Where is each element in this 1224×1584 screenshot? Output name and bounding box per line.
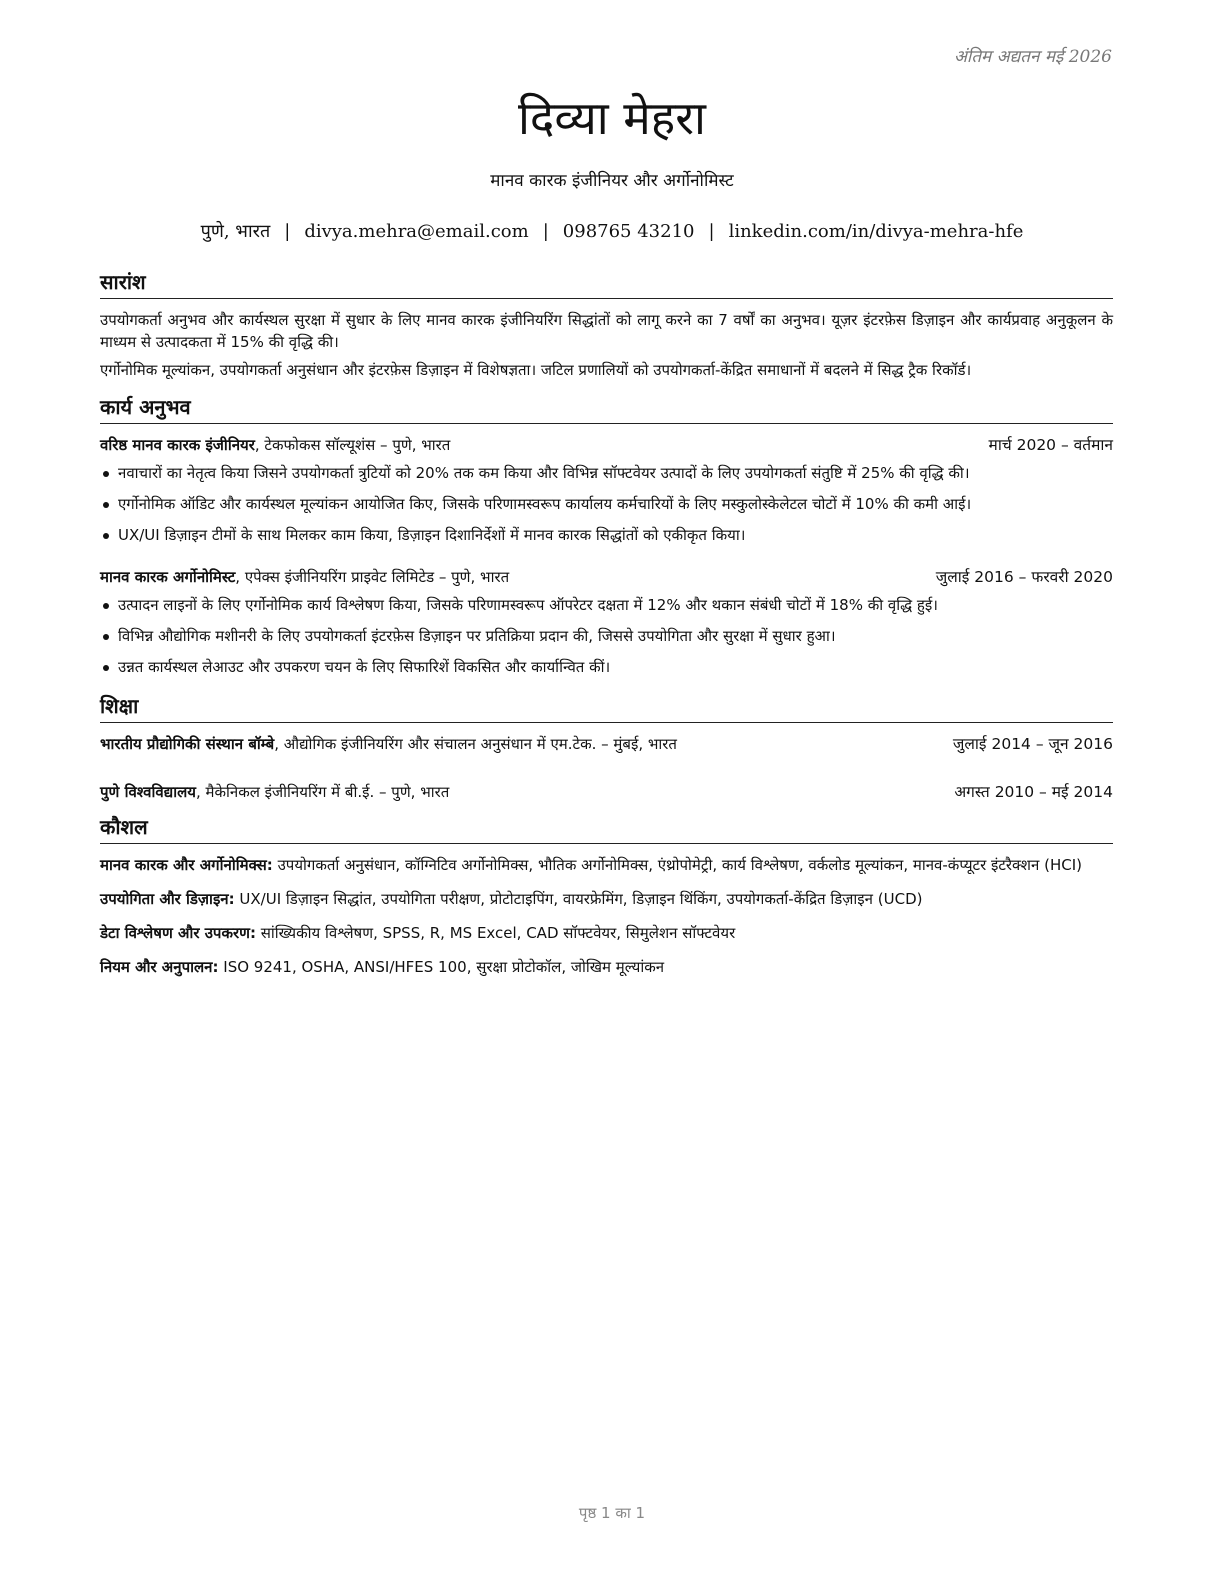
contact-email[interactable]: divya.mehra@email.com: [304, 221, 529, 242]
candidate-name: दिव्या मेहरा: [518, 91, 706, 145]
skill-line: [100, 888, 1113, 910]
experience-section: [100, 393, 1113, 678]
job-role: मानव कारक अर्गोनोमिस्ट: [100, 568, 236, 586]
contact-phone: 098765 43210: [562, 221, 695, 242]
skill-value: उपयोगकर्ता अनुसंधान, कॉग्निटिव अर्गोनोमिक्स, भौतिक अर्गोनोमिक्स, एंथ्रोपोमेट्री, कार्य विश्लेषण, वर्कलोड मूल्यांकन, मानव-कंप्यूटर इंटरैक्शन (HCI): [272, 856, 1082, 874]
separator: |: [708, 221, 715, 242]
job-dates: जुलाई 2016 – फरवरी 2020: [935, 568, 1113, 586]
job-title-line: [100, 566, 509, 588]
contact-location: पुणे, भारत: [200, 221, 271, 242]
job-title-line: [100, 434, 450, 456]
job-org: , एपेक्स इंजीनियरिंग प्राइवेट लिमिटेड – पुणे, भारत: [235, 568, 510, 586]
education-school: पुणे विश्वविद्यालय: [100, 783, 196, 801]
resume-body: [100, 268, 1113, 990]
skill-line: [100, 854, 1113, 876]
job-bullet: उत्पादन लाइनों के लिए एर्गोनोमिक कार्य विश्लेषण किया, जिसके परिणामस्वरूप ऑपरेटर दक्षता में 12% और थकान संबंधी चोटों में 18% की वृद्धि हुई।: [100, 594, 1113, 616]
job-role: वरिष्ठ मानव कारक इंजीनियर: [100, 436, 255, 454]
skills-section: [100, 813, 1113, 978]
section-title-skills: कौशल: [100, 813, 1113, 844]
job-bullets: [100, 462, 1113, 546]
job-header: [100, 434, 1113, 456]
education-line: [100, 733, 677, 755]
page-number: पृष्ठ 1 का 1: [578, 1504, 646, 1522]
education-school: भारतीय प्रौद्योगिकी संस्थान बॉम्बे: [100, 735, 275, 753]
education-line: [100, 781, 449, 803]
education-dates: जुलाई 2014 – जून 2016: [952, 735, 1113, 753]
education-entry: [100, 733, 1113, 755]
skill-line: [100, 956, 1113, 978]
job-header: [100, 566, 1113, 588]
skill-label: डेटा विश्लेषण और उपकरण:: [100, 924, 256, 942]
section-title-experience: कार्य अनुभव: [100, 393, 1113, 424]
job-dates: मार्च 2020 – वर्तमान: [988, 436, 1113, 454]
skill-label: मानव कारक और अर्गोनोमिक्स:: [100, 856, 273, 874]
summary-paragraph: उपयोगकर्ता अनुभव और कार्यस्थल सुरक्षा में सुधार के लिए मानव कारक इंजीनियरिंग सिद्धांतों को लागू करने का 7 वर्षों का अनुभव। यूज़र इंटरफ़ेस डिज़ाइन और कार्यप्रवाह अनुकूलन के माध्यम से उत्पादकता में 15% की वृद्धि की।: [100, 311, 1113, 351]
skill-value: सांख्यिकीय विश्लेषण, SPSS, R, MS Excel, CAD सॉफ्टवेयर, सिमुलेशन सॉफ्टवेयर: [255, 924, 736, 942]
section-title-education: शिक्षा: [100, 692, 1113, 723]
education-detail: , मैकेनिकल इंजीनियरिंग में बी.ई. – पुणे, भारत: [195, 783, 450, 801]
job-bullet: UX/UI डिज़ाइन टीमों के साथ मिलकर काम किया, डिज़ाइन दिशानिर्देशों में मानव कारक सिद्धांतों को एकीकृत किया।: [100, 524, 1113, 546]
skill-label: उपयोगिता और डिज़ाइन:: [100, 890, 235, 908]
job-bullet: नवाचारों का नेतृत्व किया जिसने उपयोगकर्ता त्रुटियों को 20% तक कम किया और विभिन्न सॉफ्टवेयर उत्पादों के लिए उपयोगकर्ता संतुष्टि में 25% की वृद्धि की।: [100, 462, 1113, 484]
job-bullet: एर्गोनोमिक ऑडिट और कार्यस्थल मूल्यांकन आयोजित किए, जिसके परिणामस्वरूप कार्यालय कर्मचारियों के लिए मस्कुलोस्केलेटल चोटों में 10% की कमी आई।: [100, 493, 1113, 515]
summary-paragraph: एर्गोनोमिक मूल्यांकन, उपयोगकर्ता अनुसंधान और इंटरफ़ेस डिज़ाइन में विशेषज्ञता। जटिल प्रणालियों को उपयोगकर्ता-केंद्रित समाधानों में बदलने में सिद्ध ट्रैक रिकॉर्ड।: [100, 361, 972, 379]
job-entry: [100, 566, 1113, 678]
contact-line: [0, 219, 1224, 243]
education-section: [100, 692, 1113, 803]
skill-line: [100, 922, 1113, 944]
contact-linkedin[interactable]: linkedin.com/in/divya-mehra-hfe: [728, 221, 1024, 242]
skill-label: नियम और अनुपालन:: [100, 958, 219, 976]
last-updated: अंतिम अद्यतन मई 2026: [953, 47, 1112, 67]
separator: |: [284, 221, 291, 242]
education-entry: [100, 781, 1113, 803]
job-bullet: विभिन्न औद्योगिक मशीनरी के लिए उपयोगकर्ता इंटरफ़ेस डिज़ाइन पर प्रतिक्रिया प्रदान की, जिससे उपयोगिता और सुरक्षा में सुधार हुआ।: [100, 625, 1113, 647]
job-bullet: उन्नत कार्यस्थल लेआउट और उपकरण चयन के लिए सिफारिशें विकसित और कार्यान्वित कीं।: [100, 656, 1113, 678]
skill-value: UX/UI डिज़ाइन सिद्धांत, उपयोगिता परीक्षण, प्रोटोटाइपिंग, वायरफ्रेमिंग, डिज़ाइन थिंकिंग, उपयोगकर्ता-केंद्रित डिज़ाइन (UCD): [234, 890, 923, 908]
job-bullets: [100, 594, 1113, 678]
education-detail: , औद्योगिक इंजीनियरिंग और संचालन अनुसंधान में एम.टेक. – मुंबई, भारत: [274, 735, 677, 753]
education-dates: अगस्त 2010 – मई 2014: [954, 783, 1113, 801]
separator: |: [542, 221, 549, 242]
candidate-headline: मानव कारक इंजीनियर और अर्गोनोमिस्ट: [490, 171, 734, 191]
skill-value: ISO 9241, OSHA, ANSI/HFES 100, सुरक्षा प्रोटोकॉल, जोखिम मूल्यांकन: [218, 958, 665, 976]
job-entry: [100, 434, 1113, 546]
summary-section: [100, 268, 1113, 381]
section-title-summary: सारांश: [100, 268, 1113, 299]
job-org: , टेकफोकस सॉल्यूशंस – पुणे, भारत: [254, 436, 451, 454]
